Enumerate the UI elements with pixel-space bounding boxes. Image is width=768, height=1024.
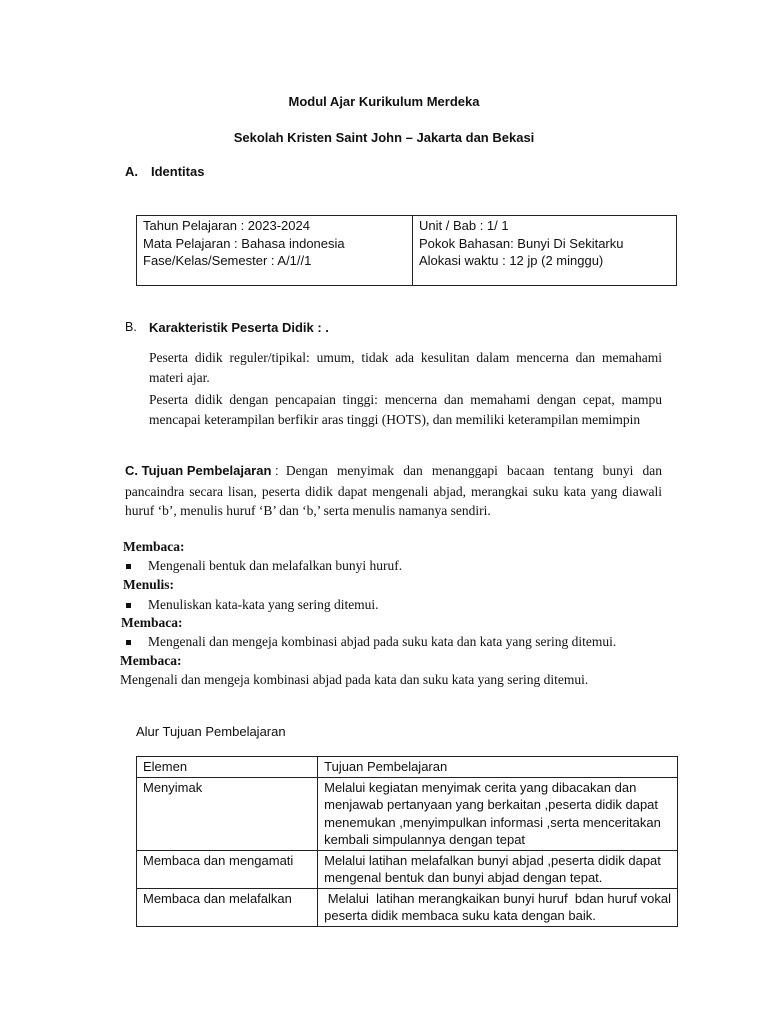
identity-right-cell bbox=[413, 216, 677, 286]
section-a-heading: Identitas bbox=[151, 164, 205, 179]
section-b-letter: B. bbox=[125, 320, 137, 334]
unit-bab: Unit / Bab : 1/ 1 bbox=[419, 218, 509, 233]
tujuan-heading: C. Tujuan Pembelajaran bbox=[125, 463, 272, 478]
identity-left-cell bbox=[137, 216, 413, 286]
alur-tujuan-cell bbox=[318, 850, 678, 888]
bullet-square-icon bbox=[126, 640, 131, 645]
table-row bbox=[137, 888, 678, 926]
alur-caption: Alur Tujuan Pembelajaran bbox=[136, 724, 286, 739]
karakteristik-para2-line2: mencapai keterampilan berfikir aras tinggi (HOTS), dan memiliki keterampilan memimpin bbox=[149, 412, 641, 427]
tahun-pelajaran: Tahun Pelajaran : 2023-2024 bbox=[143, 218, 310, 233]
membaca-heading-1: Membaca: bbox=[123, 539, 185, 554]
tujuan-line1 bbox=[125, 463, 662, 479]
membaca-heading-2: Membaca: bbox=[121, 615, 183, 630]
pokok-bahasan: Pokok Bahasan: Bunyi Di Sekitarku bbox=[419, 235, 624, 251]
bullet-square-icon bbox=[126, 564, 131, 569]
alur-header-elemen: Elemen bbox=[137, 757, 318, 778]
tujuan-line2: pancaindra secara lisan, peserta didik dapat mengenali abjad, merangkai suku kata yang diawali bbox=[125, 484, 662, 499]
karakteristik-para1-line1: Peserta didik reguler/tipikal: umum, tidak ada kesulitan dalam mencerna dan memahami bbox=[149, 350, 662, 365]
tujuan-line1-rest: Dengan menyimak dan menanggapi bacaan tentang bunyi dan bbox=[285, 463, 662, 478]
school-name: Sekolah Kristen Saint John – Jakarta dan Bekasi bbox=[233, 130, 535, 145]
karakteristik-para1-line2: materi ajar. bbox=[149, 370, 210, 385]
alur-header-row bbox=[137, 757, 678, 778]
menulis-item-text: Menuliskan kata-kata yang sering ditemui. bbox=[148, 597, 379, 612]
alur-tujuan-line: Melalui kegiatan menyimak cerita yang dibacakan dan bbox=[324, 779, 637, 795]
section-a-letter: A. bbox=[125, 164, 138, 179]
alur-tujuan-cell bbox=[318, 777, 678, 850]
tujuan-line3: huruf ‘b’, menulis huruf ‘B’ dan ‘b,’ serta menulis namanya sendiri. bbox=[125, 503, 491, 518]
alur-tujuan-line: mengenal bentuk dan bunyi abjad dengan tepat. bbox=[324, 870, 603, 885]
alur-tujuan-line: menjawab pertanyaan yang berkaitan ,peserta didik dapat bbox=[324, 797, 659, 812]
alur-elemen-cell: Membaca dan mengamati bbox=[137, 850, 318, 888]
table-row bbox=[137, 850, 678, 888]
menulis-heading: Menulis: bbox=[123, 577, 175, 592]
membaca-text-3: Mengenali dan mengeja kombinasi abjad pada kata dan suku kata yang sering ditemui. bbox=[120, 672, 589, 687]
alur-table bbox=[136, 756, 678, 927]
menulis-item bbox=[126, 597, 379, 613]
alur-tujuan-line: peserta didik membaca suku kata dengan baik. bbox=[324, 908, 596, 923]
alur-tujuan-cell bbox=[318, 888, 678, 926]
membaca-item-1 bbox=[126, 558, 402, 574]
alokasi-waktu: Alokasi waktu : 12 jp (2 minggu) bbox=[419, 253, 604, 268]
table-row bbox=[137, 777, 678, 850]
alur-header-tujuan: Tujuan Pembelajaran bbox=[318, 757, 678, 778]
bullet-square-icon bbox=[126, 603, 131, 608]
identity-table bbox=[136, 215, 677, 286]
membaca-item-1-text: Mengenali bentuk dan melafalkan bunyi huruf. bbox=[148, 558, 403, 573]
section-b-heading: Karakteristik Peserta Didik : . bbox=[149, 320, 329, 335]
karakteristik-para2-line1: Peserta didik dengan pencapaian tinggi: mencerna dan memahami dengan cepat, mampu bbox=[149, 392, 662, 407]
fase-kelas-semester: Fase/Kelas/Semester : A/1//1 bbox=[143, 253, 312, 268]
alur-tujuan-line: Melalui latihan merangkaikan bunyi huruf bdan huruf vokal bbox=[324, 890, 671, 906]
membaca-item-2-text: Mengenali dan mengeja kombinasi abjad pada suku kata dan kata yang sering ditemui. bbox=[148, 634, 617, 649]
membaca-item-2 bbox=[126, 634, 616, 650]
mata-pelajaran: Mata Pelajaran : Bahasa indonesia bbox=[143, 235, 345, 251]
alur-tujuan-line: kembali simpulannya dengan tepat bbox=[324, 832, 526, 847]
alur-elemen-cell: Membaca dan melafalkan bbox=[137, 888, 318, 926]
tujuan-colon: : bbox=[271, 463, 286, 478]
document-title: Modul Ajar Kurikulum Merdeka bbox=[288, 94, 480, 109]
alur-tujuan-line: menemukan ,menyimpulkan informasi ,serta menceritakan bbox=[324, 814, 661, 830]
membaca-heading-3: Membaca: bbox=[120, 653, 182, 668]
alur-elemen-cell: Menyimak bbox=[137, 777, 318, 850]
alur-tujuan-line: Melalui latihan melafalkan bunyi abjad ,peserta didik dapat bbox=[324, 852, 661, 868]
